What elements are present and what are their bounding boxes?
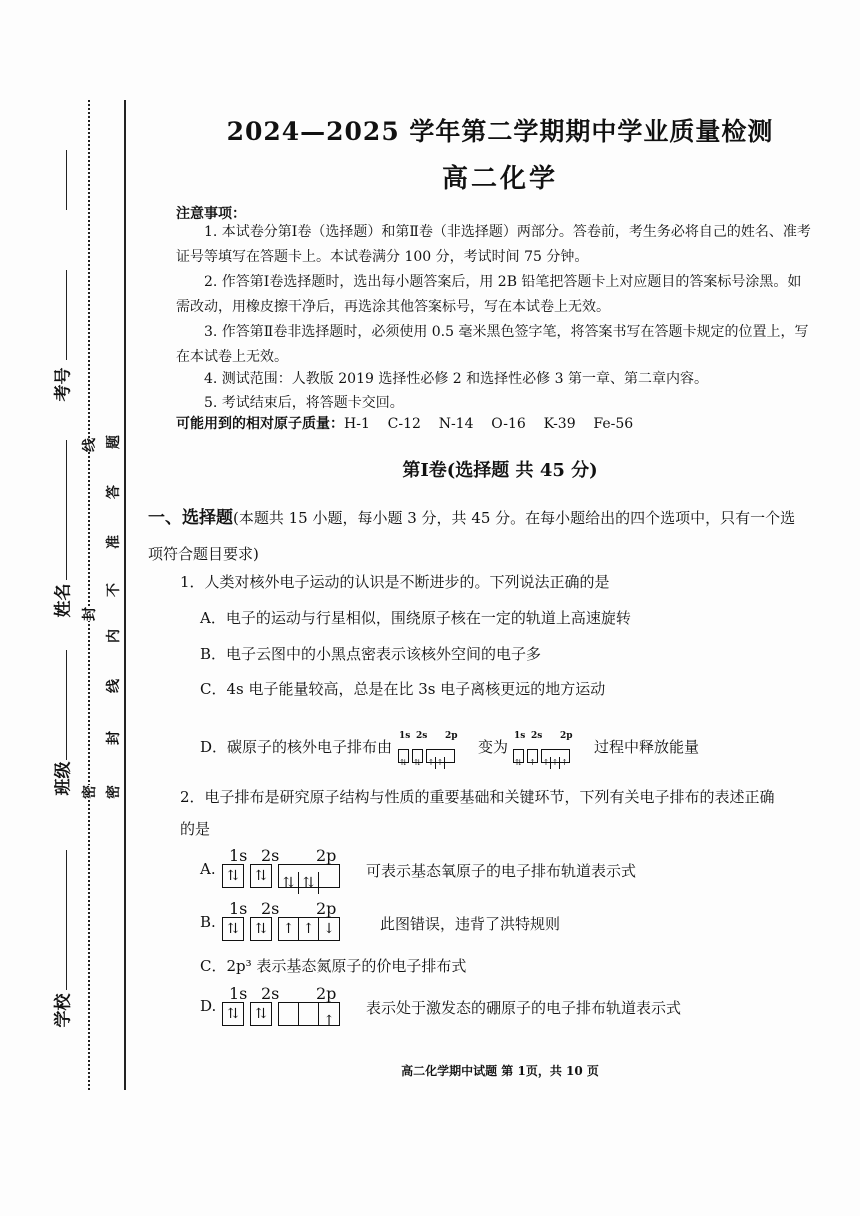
notice-item: 3. 作答第Ⅱ卷非选择题时，必须使用 0.5 毫米黑色签字笔，将答案书写在答题卡规定的位置上，写在本试卷上无效。 [176, 324, 809, 365]
subject-title: 高二化学 [441, 164, 558, 194]
q1-option-d-post: 过程中释放能量 [594, 738, 700, 756]
binding-solid-line [124, 100, 126, 1090]
seal-char: 封 [79, 607, 99, 621]
section-title: 第Ⅰ卷(选择题 共 45 分) [402, 460, 598, 481]
orbital-label-2s: 2s [261, 899, 280, 918]
warning-char: 不 [106, 583, 122, 597]
q1-stem: 1．人类对核外电子运动的认识是不断进步的。下列说法正确的是 [180, 573, 610, 591]
orbital-label-1s: 1s [399, 731, 411, 741]
orbital-label-2s: 2s [531, 731, 543, 741]
name-field [66, 440, 68, 580]
orbital-label-1s: 1s [514, 731, 526, 741]
warning-char: 准 [106, 535, 122, 549]
q1-option-d-mid: 变为 [478, 738, 509, 756]
seal-char: 线 [79, 438, 99, 452]
warning-char: 内 [106, 629, 122, 643]
warning-char: 答 [106, 485, 122, 499]
part-description: (本题共 15 小题，每小题 3 分，共 45 分。在每小题给出的四个选项中，只有一个选项符合题目要求) [148, 509, 796, 563]
exam-title: 2024—2025 学年第二学期期中学业质量检测 [226, 117, 774, 146]
q2-option-d-text: 表示处于激发态的硼原子的电子排布轨道表示式 [366, 999, 682, 1017]
q1-option-d [200, 736, 392, 757]
carbon-diagram-after: ⇅ ↑ ↑ ↑ ↑ [513, 745, 570, 764]
warning-char: 密 [106, 785, 122, 799]
class-label: 班级 [53, 761, 74, 796]
notice-item: 2. 作答第Ⅰ卷选择题时，选出每小题答案后，用 2B 铅笔把答题卡上对应题目的答案标号涂黑。如需改动，用橡皮擦干净后，再选涂其他答案标号，写在本试卷上无效。 [176, 274, 802, 315]
warning-char: 题 [106, 435, 122, 449]
notice-item: 5. 考试结束后，将答题卡交回。 [204, 395, 404, 411]
q2-option-a-letter: A. [200, 860, 216, 878]
exam-no-field [66, 270, 68, 360]
name-label: 姓名 [53, 583, 74, 618]
orbital-label-1s: 1s [229, 846, 248, 865]
exam-no-underline [66, 150, 68, 210]
part-title: 一、选择题 [148, 508, 233, 528]
warning-char: 封 [106, 731, 122, 745]
notice-item: 1. 本试卷分第Ⅰ卷（选择题）和第Ⅱ卷（非选择题）两部分。答卷前，考生务必将自己的姓名、准考证号等填写在答题卡上。本试卷满分 100 分，考试时间 75 分钟。 [176, 224, 811, 265]
seal-char: 密 [79, 785, 99, 799]
q2-option-d-letter: D. [200, 997, 217, 1015]
carbon-diagram-before: ⇅ ⇅ ↑ ↑ [398, 745, 455, 764]
atomic-masses-label: 可能用到的相对原子质量： [176, 416, 344, 432]
q2-a-diagram: ⇅ ⇅ ⇅ ⇅ [222, 864, 340, 888]
q1-option-b: B．电子云图中的小黑点密表示该核外空间的电子多 [200, 645, 542, 663]
q1-option-c: C．4s 电子能量较高，总是在比 3s 电子离核更远的地方运动 [200, 680, 606, 698]
q2-option-c: C．2p³ 表示基态氮原子的价电子排布式 [200, 957, 467, 975]
q2-option-b-text: 此图错误，违背了洪特规则 [380, 915, 561, 933]
atomic-masses [176, 413, 633, 433]
q2-d-diagram: ⇅ ⇅ ↑ [222, 1002, 340, 1026]
warning-char: 线 [106, 679, 122, 693]
orbital-label-1s: 1s [229, 899, 248, 918]
binding-dotted-line [88, 100, 90, 1090]
orbital-label-2p: 2p [316, 984, 337, 1003]
school-label: 学校 [53, 993, 74, 1028]
school-field [66, 850, 68, 990]
q2-option-b-letter: B. [200, 913, 216, 931]
class-field [66, 650, 68, 760]
q2-option-a-text: 可表示基态氧原子的电子排布轨道表示式 [366, 862, 637, 880]
orbital-label-1s: 1s [229, 984, 248, 1003]
q2-b-diagram: ⇅ ⇅ ↑ ↑ ↓ [222, 917, 340, 941]
orbital-label-2s: 2s [416, 731, 428, 741]
q1-option-d-pre: D．碳原子的核外电子排布由 [200, 738, 393, 756]
exam-no-label: 考号 [53, 367, 74, 402]
q1-option-a: A．电子的运动与行星相似，围绕原子核在一定的轨道上高速旋转 [200, 609, 631, 627]
page-footer: 高二化学期中试题 第 1页，共 10 页 [401, 1064, 599, 1078]
orbital-label-2p: 2p [316, 899, 337, 918]
atomic-masses-values: H-1 C-12 N-14 O-16 K-39 Fe-56 [344, 416, 634, 432]
orbital-label-2p: 2p [560, 731, 573, 741]
orbital-label-2s: 2s [261, 984, 280, 1003]
part-one [148, 500, 808, 572]
orbital-label-2p: 2p [316, 846, 337, 865]
orbital-label-2p: 2p [445, 731, 458, 741]
orbital-label-2s: 2s [261, 846, 280, 865]
q2-stem-cont: 的是 [180, 820, 211, 838]
notice-heading: 注意事项： [176, 206, 246, 222]
notice-item: 4. 测试范围：人教版 2019 选择性必修 2 和选择性必修 3 第一章、第二章内容。 [204, 371, 708, 387]
q2-stem: 2．电子排布是研究原子结构与性质的重要基础和关键环节，下列有关电子排布的表述正确 [180, 788, 775, 806]
